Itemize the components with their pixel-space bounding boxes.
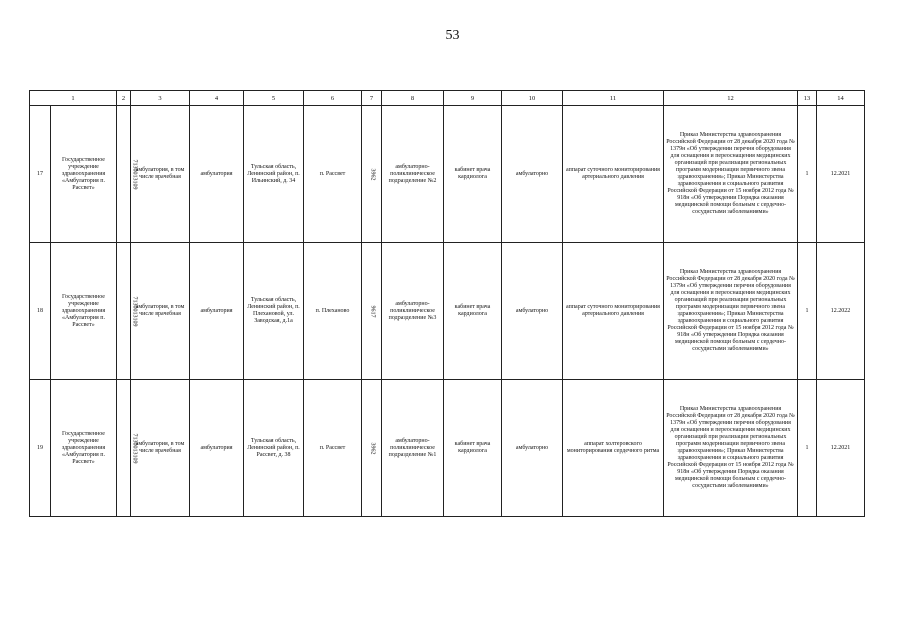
organization-name: Государственное учреждение здравоохранения «Амбулатория п. Рассвет» xyxy=(51,243,117,380)
population-value: 3962 xyxy=(369,168,375,180)
quantity: 1 xyxy=(798,243,817,380)
settlement: п. Плеханово xyxy=(304,243,362,380)
header-cell: 12 xyxy=(664,91,798,106)
inn-value: 7130013109 xyxy=(131,159,138,189)
address: Тульская область, Ленинский район, п. Ильинский, д. 34 xyxy=(244,106,304,243)
cabinet: кабинет врача кардиолога xyxy=(444,106,502,243)
institution-type: амбулатория, в том числе врачебная xyxy=(131,106,190,243)
table-row xyxy=(30,106,865,243)
row-number: 18 xyxy=(30,243,51,380)
subdivision: амбулаторно-поликлиническое подразделение №2 xyxy=(382,106,444,243)
address: Тульская область, Ленинский район, п. Плехановой, ул. Заводская, д.1а xyxy=(244,243,304,380)
regulation: Приказ Министерства здравоохранения Российской Федерации от 28 декабря 2020 года № 1379н «Об утверждении перечня оборудования для оснащения и переоснащения медицинских организаций при реализации региональных программ модернизации первичного звена здравоохранения»; Приказ Министерства здравоохранения и социального развития Российской Федерации от 15 ноября 2012 года № 918н «Об утверждении Порядка оказания медицинской помощи больным с сердечно-сосудистыми заболеваниями» xyxy=(664,380,798,517)
subdivision: амбулаторно-поликлиническое подразделение №1 xyxy=(382,380,444,517)
header-cell: 1 xyxy=(30,91,117,106)
population-value: 9617 xyxy=(369,305,375,317)
population-value: 3962 xyxy=(369,442,375,454)
equipment: аппарат холтеровского мониторирования сердечного ритма xyxy=(563,380,664,517)
date: 12.2022 xyxy=(817,243,865,380)
page-number: 53 xyxy=(445,28,460,43)
equipment: аппарат суточного мониторирования артериального давления xyxy=(563,106,664,243)
inn-cell xyxy=(117,106,138,243)
equipment: аппарат суточного мониторирования артериального давления xyxy=(563,243,664,380)
inn-value: 7130013109 xyxy=(131,296,138,326)
header-cell: 11 xyxy=(563,91,664,106)
subdivision: амбулаторно-поликлиническое подразделение №3 xyxy=(382,243,444,380)
header-cell: 8 xyxy=(382,91,444,106)
population-cell xyxy=(362,243,382,380)
row-number: 19 xyxy=(30,380,51,517)
organization-name: Государственное учреждение здравоохранения «Амбулатория п. Рассвет» xyxy=(51,380,117,517)
regulation: Приказ Министерства здравоохранения Российской Федерации от 28 декабря 2020 года № 1379н «Об утверждении перечня оборудования для оснащения и переоснащения медицинских организаций при реализации региональных программ модернизации первичного звена здравоохранения»; Приказ Министерства здравоохранения и социального развития Российской Федерации от 15 ноября 2012 года № 918н «Об утверждении Порядка оказания медицинской помощи больным с сердечно-сосудистыми заболеваниями» xyxy=(664,106,798,243)
date: 12.2021 xyxy=(817,380,865,517)
header-cell: 10 xyxy=(502,91,563,106)
header-cell: 5 xyxy=(244,91,304,106)
organization-name: Государственное учреждение здравоохранения «Амбулатория п. Рассвет» xyxy=(51,106,117,243)
unit-type: амбулатория xyxy=(190,243,244,380)
header-cell: 7 xyxy=(362,91,382,106)
care-condition: амбулаторно xyxy=(502,380,563,517)
cabinet: кабинет врача кардиолога xyxy=(444,380,502,517)
quantity: 1 xyxy=(798,106,817,243)
equipment-table xyxy=(29,90,865,517)
unit-type: амбулатория xyxy=(190,380,244,517)
population-cell xyxy=(362,106,382,243)
header-cell: 4 xyxy=(190,91,244,106)
address: Тульская область, Ленинский район, п. Рассвет, д. 38 xyxy=(244,380,304,517)
inn-value: 7130013109 xyxy=(131,433,138,463)
date: 12.2021 xyxy=(817,106,865,243)
settlement: п. Рассвет xyxy=(304,106,362,243)
header-cell: 3 xyxy=(131,91,190,106)
table-row xyxy=(30,243,865,380)
header-cell: 13 xyxy=(798,91,817,106)
settlement: п. Рассвет xyxy=(304,380,362,517)
quantity: 1 xyxy=(798,380,817,517)
regulation: Приказ Министерства здравоохранения Российской Федерации от 28 декабря 2020 года № 1379н «Об утверждении перечня оборудования для оснащения и переоснащения медицинских организаций при реализации региональных программ модернизации первичного звена здравоохранения»; Приказ Министерства здравоохранения и социального развития Российской Федерации от 15 ноября 2012 года № 918н «Об утверждении Порядка оказания медицинской помощи больным с сердечно-сосудистыми заболеваниями» xyxy=(664,243,798,380)
care-condition: амбулаторно xyxy=(502,106,563,243)
table-row xyxy=(30,380,865,517)
care-condition: амбулаторно xyxy=(502,243,563,380)
cabinet: кабинет врача кардиолога xyxy=(444,243,502,380)
header-cell: 14 xyxy=(817,91,865,106)
institution-type: амбулатория, в том числе врачебная xyxy=(131,243,190,380)
header-row xyxy=(30,91,865,106)
row-number: 17 xyxy=(30,106,51,243)
inn-cell xyxy=(117,243,138,380)
population-cell xyxy=(362,380,382,517)
header-cell: 9 xyxy=(444,91,502,106)
inn-cell xyxy=(117,380,138,517)
institution-type: амбулатория, в том числе врачебная xyxy=(131,380,190,517)
header-cell: 6 xyxy=(304,91,362,106)
header-cell: 2 xyxy=(117,91,131,106)
unit-type: амбулатория xyxy=(190,106,244,243)
